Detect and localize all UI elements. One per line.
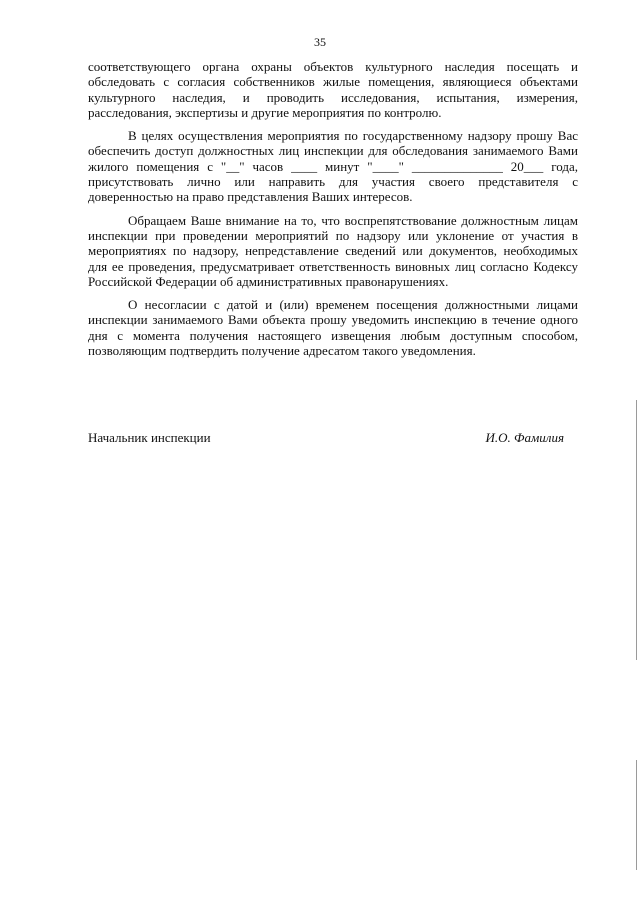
scan-edge-mark bbox=[636, 760, 637, 870]
paragraph-liability-notice: Обращаем Ваше внимание на то, что воспрепятствование должностным лицам инспекции при проведении мероприятий по надзору или уклонение от участия в мероприятиях по надзору, непредставление сведений или документов, необходимых для ее проведения, предусматривает ответственность виновных лиц согласно Кодексу Российской Федерации об административных правонарушениях. bbox=[88, 212, 578, 289]
paragraph-disagreement-notice: О несогласии с датой и (или) временем посещения должностными лицами инспекции занимаемого Вами объекта прошу уведомить инспекцию в течение одного дня с момента получения настоящего извещения любым доступным способом, позволяющим подтвердить получение адресатом такого уведомления. bbox=[88, 297, 578, 359]
signer-name: И.О. Фамилия bbox=[485, 430, 564, 445]
document-body bbox=[88, 59, 578, 366]
signer-title: Начальник инспекции bbox=[88, 430, 211, 445]
paragraph-continuation: соответствующего органа охраны объектов культурного наследия посещать и обследовать с согласия собственников жилые помещения, являющиеся объектами культурного наследия, и проводить исследования, испытания, измерения, расследования, экспертизы и другие мероприятия по контролю. bbox=[88, 59, 578, 120]
paragraph-access-request: В целях осуществления мероприятия по государственному надзору прошу Вас обеспечить доступ должностных лиц инспекции для обследования занимаемого Вами жилого помещения с "__" часов ____ минут "____" ______________ 20___ года, присутствовать лично или направить для участия своего представителя с доверенностью на право представления Ваших интересов. bbox=[88, 128, 578, 205]
page-number: 35 bbox=[314, 35, 326, 49]
scan-edge-mark bbox=[636, 400, 637, 660]
